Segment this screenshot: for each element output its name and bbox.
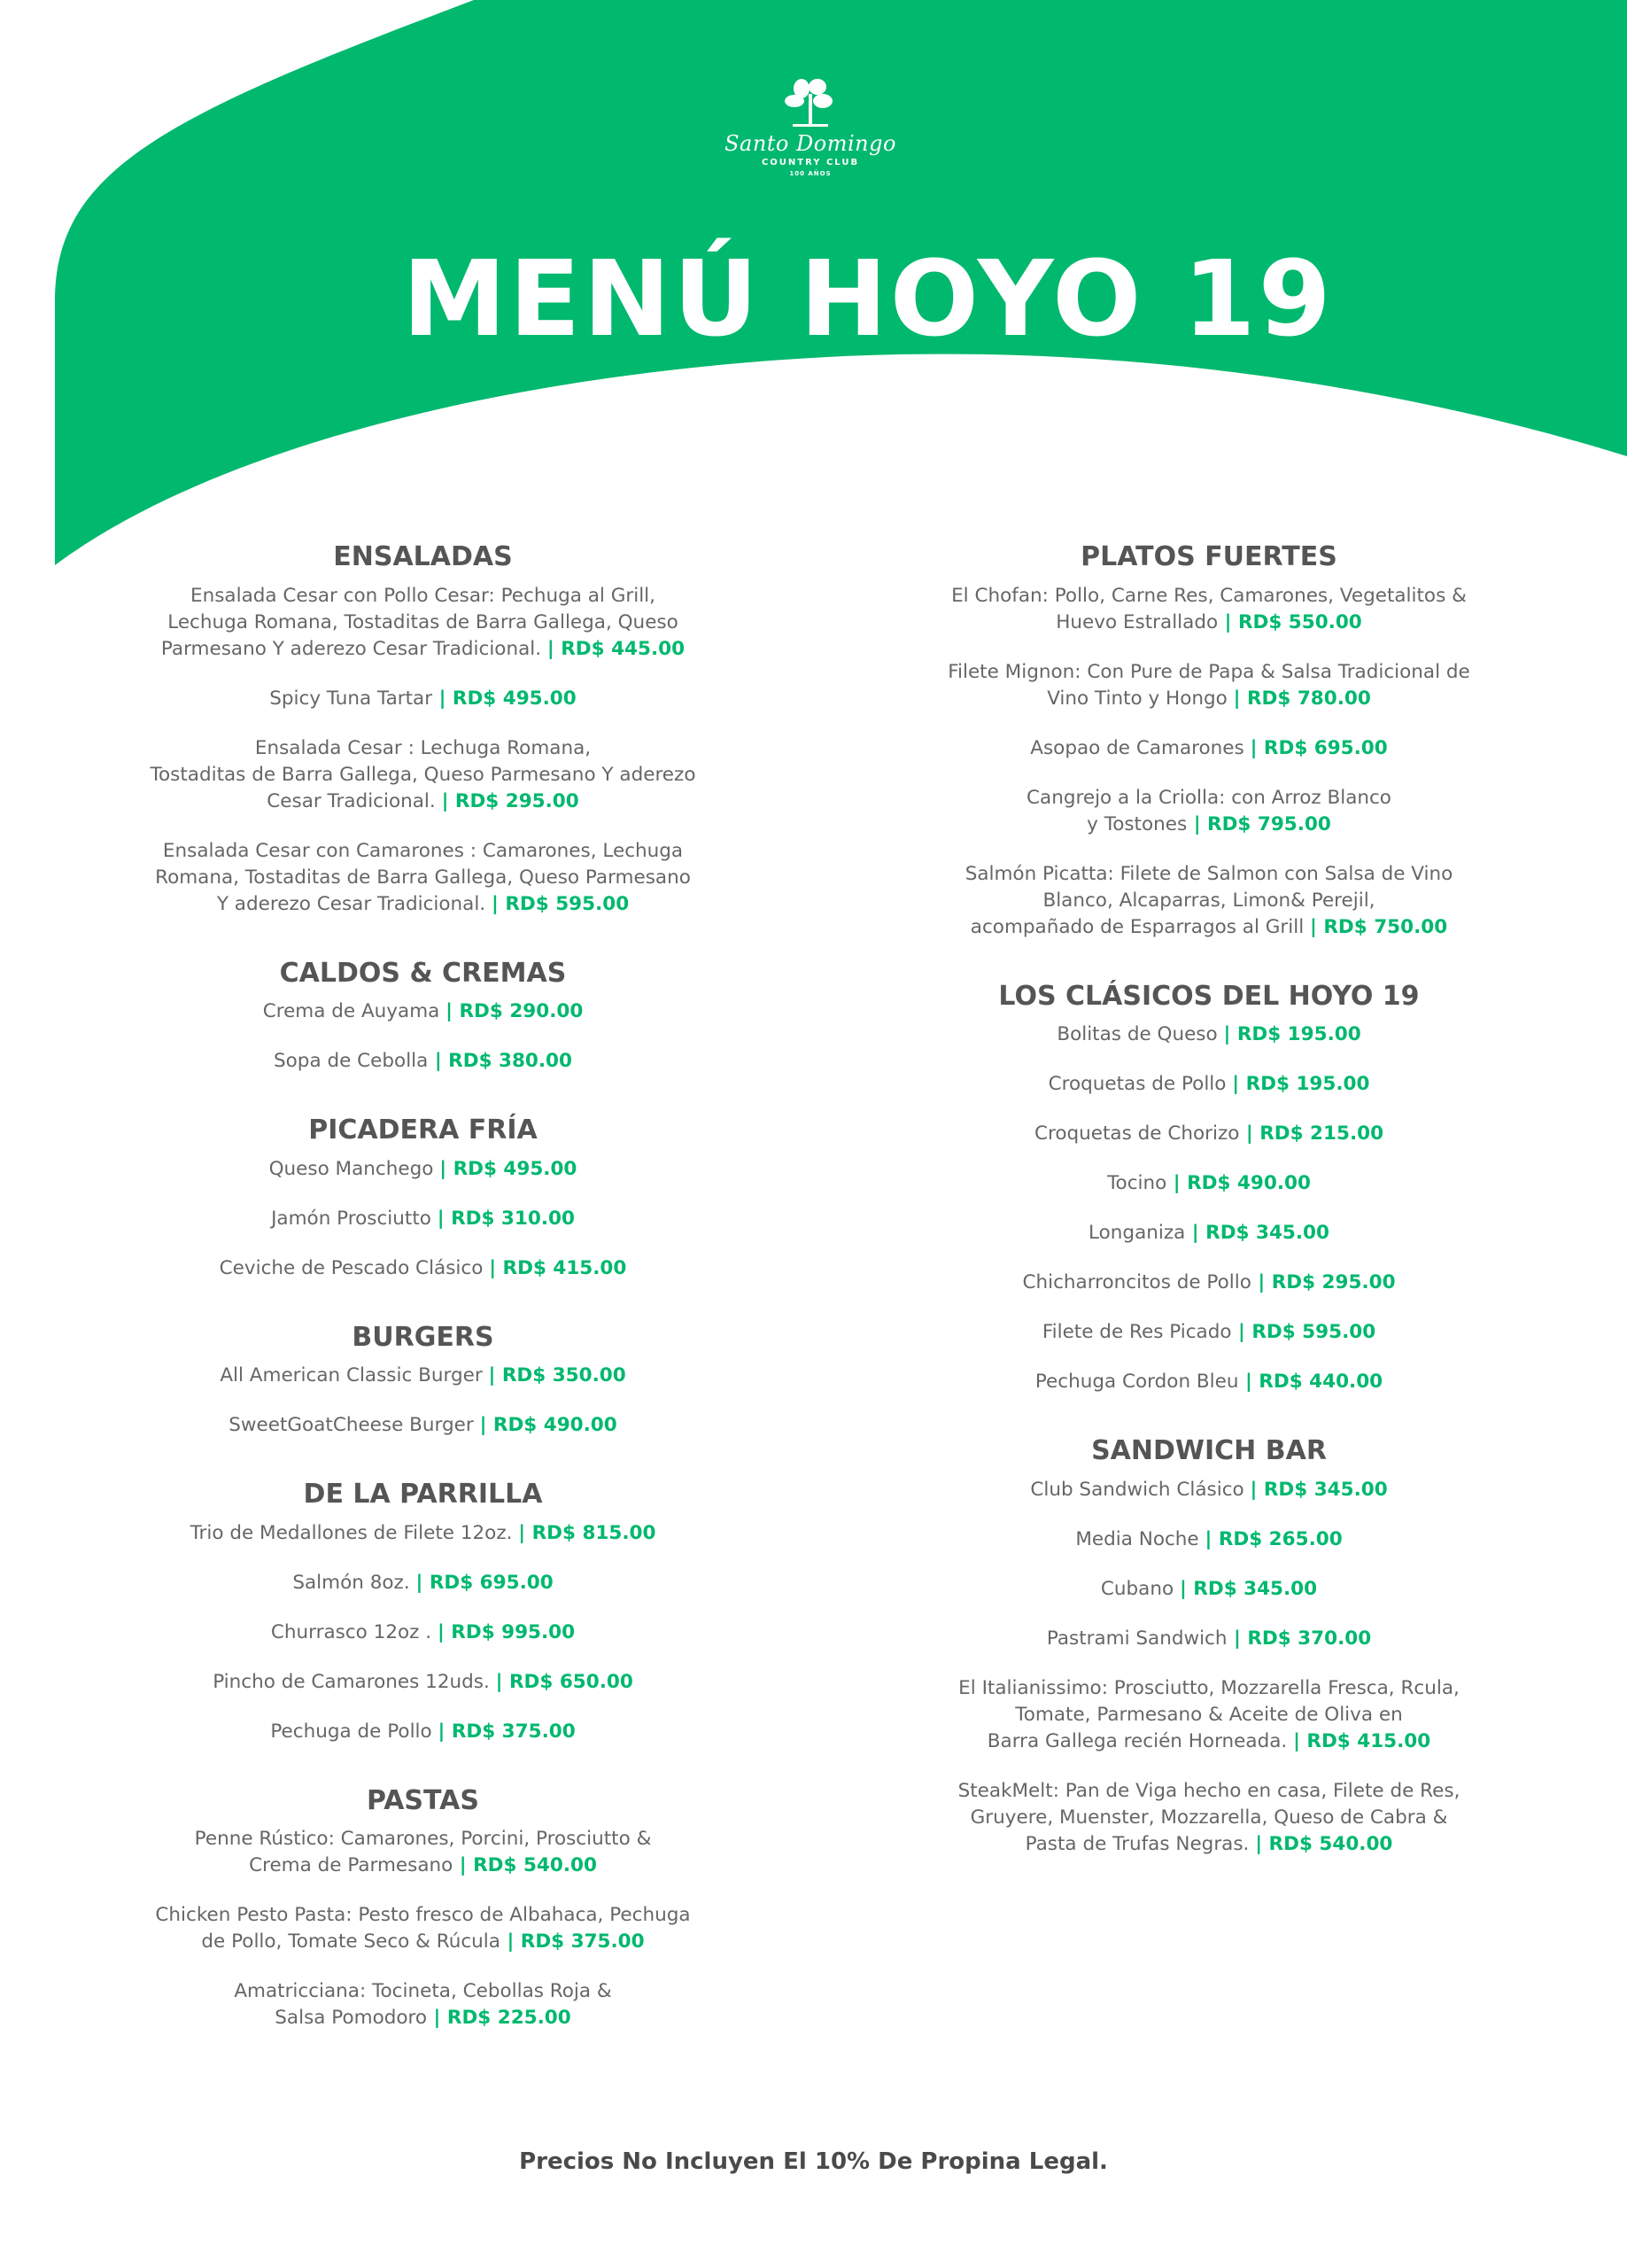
section-title: CALDOS & CREMAS <box>279 957 567 989</box>
item-description: Salmón 8oz. <box>292 1571 416 1594</box>
item-description: Bolitas de Queso <box>1057 1023 1224 1045</box>
item-price: | RD$ 815.00 <box>518 1521 656 1544</box>
section-title: PICADERA FRÍA <box>308 1115 538 1146</box>
item-description: Longaniza <box>1089 1222 1186 1244</box>
item-description: Ensalada Cesar : Lechuga Romana, Tostaditas de Barra Gallega, Queso Parmesano Y aderezo Cesar Tradicional. <box>150 736 696 812</box>
item-price: | RD$ 375.00 <box>500 1930 645 1953</box>
item-description: Penne Rústico: Camarones, Porcini, Prosciutto & Crema de Parmesano <box>194 1828 652 1876</box>
item-price: | RD$ 415.00 <box>489 1256 627 1279</box>
item-price: | RD$ 595.00 <box>1231 1321 1376 1343</box>
item-description: Salmón Picatta: Filete de Salmon con Salsa de Vino Blanco, Alcaparras, Limon& Perejil, acompañado de Esparragos al Grill <box>965 862 1453 938</box>
item-price: | RD$ 995.00 <box>437 1620 576 1643</box>
menu-item <box>133 998 713 1025</box>
item-description: Crema de Auyama <box>262 1000 446 1022</box>
item-description: El Italianissimo: Prosciutto, Mozzarella Fresca, Rcula, Tomate, Parmesano & Aceite de Oliva en Barra Gallega recién Horneada. <box>958 1676 1460 1752</box>
item-description: Ensalada Cesar con Camarones : Camarones, Lechuga Romana, Tostaditas de Barra Gallega, Queso Parmesano Y aderezo Cesar Tradicional. <box>155 839 691 915</box>
item-description: Asopao de Camarones <box>1030 736 1251 759</box>
item-description: All American Classic Burger <box>220 1364 489 1386</box>
logo-script: Santo Domingo <box>724 131 896 156</box>
menu-item <box>930 1369 1488 1395</box>
section-de-la-parrilla <box>133 1478 713 1745</box>
section-ensaladas <box>133 540 713 918</box>
item-description: Croquetas de Pollo <box>1048 1073 1233 1095</box>
item-description: Cubano <box>1100 1577 1180 1600</box>
item-description: El Chofan: Pollo, Carne Res, Camarones, Vegetalitos & Huevo Estrallado <box>951 584 1467 633</box>
section-title: PASTAS <box>366 1784 480 1816</box>
item-price: | RD$ 595.00 <box>492 892 630 915</box>
section-title: LOS CLÁSICOS DEL HOYO 19 <box>998 980 1420 1012</box>
item-description: SweetGoatCheese Burger <box>229 1414 480 1436</box>
item-description: Ceviche de Pescado Clásico <box>219 1256 490 1279</box>
item-price: | RD$ 380.00 <box>428 1050 572 1072</box>
item-price: | RD$ 290.00 <box>445 1000 584 1022</box>
item-price: | RD$ 225.00 <box>427 2007 571 2029</box>
menu-title: MENÚ HOYO 19 <box>402 237 1334 360</box>
menu-item <box>133 1902 713 1955</box>
item-description: Chicken Pesto Pasta: Pesto fresco de Albahaca, Pechuga de Pollo, Tomate Seco & Rúcula <box>155 1904 691 1953</box>
item-price: | RD$ 215.00 <box>1239 1122 1384 1145</box>
menu-item <box>930 785 1488 838</box>
section-title: DE LA PARRILLA <box>303 1479 543 1510</box>
item-price: | RD$ 540.00 <box>1255 1832 1393 1855</box>
item-price: | RD$ 650.00 <box>495 1670 633 1693</box>
menu-item <box>133 1363 713 1389</box>
menu-item <box>133 583 713 663</box>
menu-item <box>133 1156 713 1183</box>
section-pastas <box>133 1784 713 2032</box>
item-description: Croquetas de Chorizo <box>1034 1122 1240 1145</box>
item-description: Pechuga de Pollo <box>270 1720 438 1743</box>
item-price: | RD$ 310.00 <box>437 1207 575 1230</box>
item-description: SteakMelt: Pan de Viga hecho en casa, Filete de Res, Gruyere, Muenster, Mozzarella, Queso de Cabra & Pasta de Trufas Negras. <box>957 1779 1460 1855</box>
item-description: Chicharroncitos de Pollo <box>1022 1271 1251 1293</box>
menu-item <box>133 1978 713 2031</box>
section-title: BURGERS <box>352 1321 494 1353</box>
menu-item <box>930 1319 1488 1346</box>
item-description: Pechuga Cordon Bleu <box>1034 1371 1239 1393</box>
item-price: | RD$ 195.00 <box>1223 1023 1361 1045</box>
menu-item <box>930 1071 1488 1098</box>
menu-item <box>930 1675 1488 1755</box>
item-description: Ensalada Cesar con Pollo Cesar: Pechuga al Grill, Lechuga Romana, Tostaditas de Barra Gallega, Queso Parmesano Y aderezo Cesar Tradicional. <box>160 584 678 660</box>
item-price: | RD$ 375.00 <box>438 1720 576 1743</box>
item-price: | RD$ 780.00 <box>1233 687 1371 710</box>
item-description: Churrasco 12oz . <box>270 1620 438 1643</box>
footer-note: Precios No Incluyen El 10% De Propina Legal. <box>519 2148 1108 2175</box>
menu-item <box>930 1220 1488 1247</box>
item-price: | RD$ 195.00 <box>1232 1073 1370 1095</box>
item-price: | RD$ 540.00 <box>453 1854 597 1876</box>
item-price: | RD$ 695.00 <box>415 1571 554 1594</box>
item-price: | RD$ 295.00 <box>1251 1271 1396 1293</box>
item-price: | RD$ 550.00 <box>1218 610 1362 633</box>
item-description: Pastrami Sandwich <box>1046 1627 1228 1650</box>
item-price: | RD$ 750.00 <box>1310 915 1448 938</box>
item-description: Jamón Prosciutto <box>271 1207 438 1230</box>
menu-item <box>930 1477 1488 1503</box>
menu-item <box>930 1526 1488 1553</box>
menu-item <box>930 861 1488 941</box>
item-price: | RD$ 490.00 <box>479 1414 617 1436</box>
menu-item <box>930 735 1488 762</box>
item-price: | RD$ 345.00 <box>1185 1222 1329 1244</box>
menu-item <box>133 1048 713 1075</box>
item-description: Filete de Res Picado <box>1042 1321 1232 1343</box>
section-picadera-fria <box>133 1114 713 1282</box>
section-burgers <box>133 1321 713 1440</box>
menu-item <box>930 1021 1488 1048</box>
section-platos-fuertes <box>930 540 1488 941</box>
item-price: | RD$ 350.00 <box>488 1364 626 1386</box>
item-description: Queso Manchego <box>268 1157 440 1180</box>
item-description: Pincho de Camarones 12uds. <box>213 1670 496 1693</box>
item-description: Amatricciana: Tocineta, Cebollas Roja & Salsa Pomodoro <box>234 1980 612 2029</box>
item-price: | RD$ 415.00 <box>1293 1729 1431 1752</box>
menu-item <box>930 1170 1488 1197</box>
section-title: ENSALADAS <box>333 541 513 572</box>
item-description: Spicy Tuna Tartar <box>269 687 433 710</box>
item-price: | RD$ 345.00 <box>1250 1478 1388 1501</box>
menu-item <box>133 686 713 712</box>
menu-item <box>930 1626 1488 1652</box>
section-title: PLATOS FUERTES <box>1081 541 1337 572</box>
item-description: Sopa de Cebolla <box>274 1050 429 1072</box>
item-price: | RD$ 795.00 <box>1187 812 1331 835</box>
palm-tree-icon <box>782 78 839 129</box>
menu-item <box>930 583 1488 636</box>
item-description: Filete Mignon: Con Pure de Papa & Salsa Tradicional de Vino Tinto y Hongo <box>948 660 1470 710</box>
item-price: | RD$ 370.00 <box>1227 1627 1372 1650</box>
item-description: Club Sandwich Clásico <box>1030 1478 1251 1501</box>
item-price: | RD$ 440.00 <box>1238 1371 1383 1393</box>
logo-subtitle: COUNTRY CLUB <box>761 158 860 167</box>
section-caldos-cremas <box>133 957 713 1076</box>
item-description: Media Noche <box>1075 1527 1205 1550</box>
right-column <box>930 540 1488 1897</box>
menu-item <box>133 1206 713 1232</box>
menu-item <box>133 1412 713 1439</box>
menu-item <box>930 659 1488 712</box>
menu-item <box>930 1778 1488 1858</box>
menu-item <box>133 1669 713 1696</box>
menu-item <box>133 1826 713 1879</box>
menu-item <box>133 1570 713 1596</box>
menu-item <box>930 1270 1488 1296</box>
menu-item <box>930 1576 1488 1603</box>
item-price: | RD$ 295.00 <box>441 789 579 812</box>
item-price: | RD$ 445.00 <box>546 637 686 660</box>
menu-item <box>133 1719 713 1745</box>
item-price: | RD$ 495.00 <box>432 687 577 710</box>
item-description: Tocino <box>1107 1172 1167 1194</box>
menu-item <box>930 1121 1488 1147</box>
section-los-clasicos-del-hoyo-19 <box>930 980 1488 1396</box>
item-price: | RD$ 265.00 <box>1205 1527 1343 1550</box>
item-description: Trio de Medallones de Filete 12oz. <box>190 1521 519 1544</box>
item-description: Cangrejo a la Criolla: con Arroz Blanco y Tostones <box>1027 786 1391 835</box>
menu-item <box>133 1255 713 1282</box>
club-logo <box>713 78 908 177</box>
item-price: | RD$ 695.00 <box>1250 736 1388 759</box>
section-sandwich-bar <box>930 1434 1488 1858</box>
menu-item <box>133 1619 713 1646</box>
menu-item <box>133 838 713 918</box>
menu-item <box>133 735 713 815</box>
logo-years: 100 AÑOS <box>789 170 832 177</box>
item-price: | RD$ 490.00 <box>1166 1172 1311 1194</box>
left-column <box>133 540 713 2070</box>
section-title: SANDWICH BAR <box>1091 1435 1327 1466</box>
item-price: | RD$ 345.00 <box>1179 1577 1318 1600</box>
item-price: | RD$ 495.00 <box>439 1157 577 1180</box>
menu-item <box>133 1520 713 1547</box>
